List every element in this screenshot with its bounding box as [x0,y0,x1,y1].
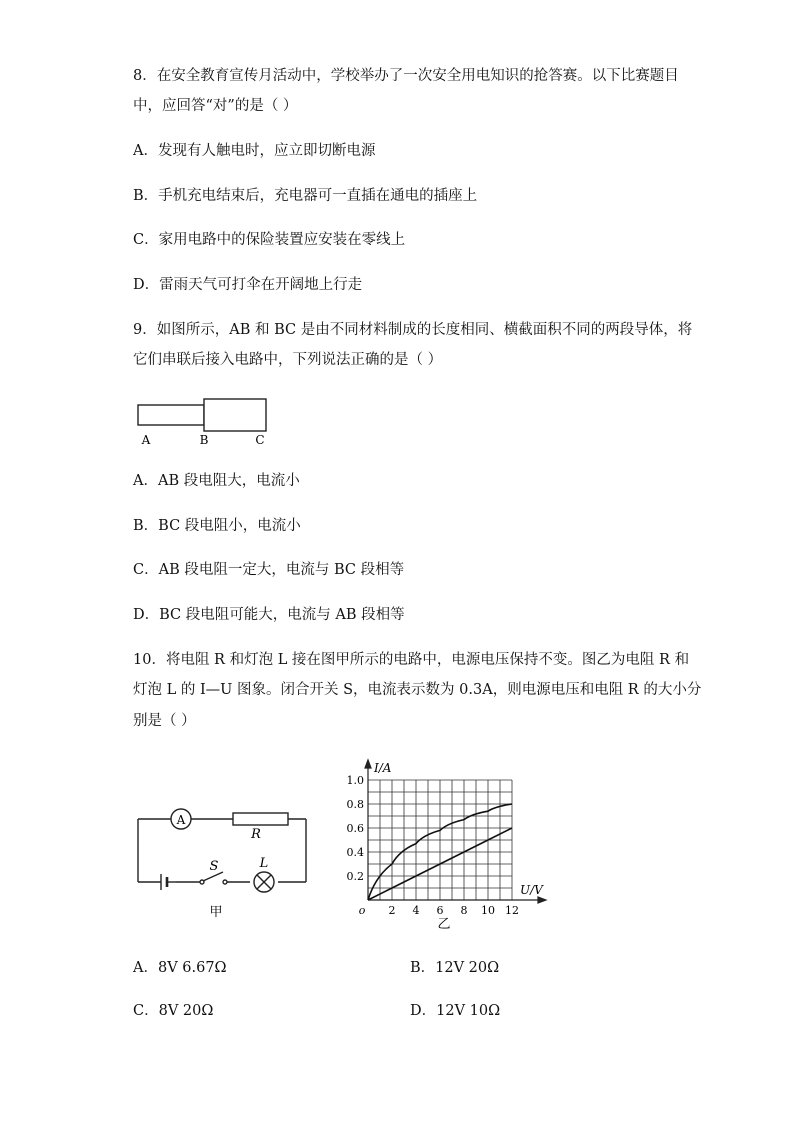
x-tick-label: 6 [436,904,444,917]
circuit-diagram [130,800,320,925]
q8-option-c: C．家用电路中的保险装置应安装在零线上 [133,232,406,248]
lamp-icon [254,872,274,892]
x-tick-label: 10 [481,904,495,917]
q9-option-b: B．BC 段电阻小，电流小 [133,518,301,534]
q9-stem-line1: 9．如图所示，AB 和 BC 是由不同材料制成的长度相同、横截面积不同的两段导体，将 [133,322,693,338]
q9-option-a: A．AB 段电阻大，电流小 [133,473,300,489]
x-axis-label: U/V [520,883,543,897]
label-a: A [141,433,151,447]
q10-stem-line3: 别是（ ） [133,713,196,729]
conductor-bc [204,399,266,431]
q9-option-c: C．AB 段电阻一定大，电流与 BC 段相等 [133,562,405,578]
q10-stem-line2: 灯泡 L 的 I—U 图象。闭合开关 S，电流表示数为 0.3A，则电源电压和电阻 R 的大小分 [133,682,702,698]
q8-stem-line1: 8．在安全教育宣传月活动中，学校举办了一次安全用电知识的抢答赛。以下比赛题目 [133,68,679,84]
resistor-label: R [251,827,261,842]
q8-option-d: D．雷雨天气可打伞在开阔地上行走 [133,277,363,293]
q10-option-a: A．8V 6.67Ω [133,960,227,976]
q10-stem-line1: 10．将电阻 R 和灯泡 L 接在图甲所示的电路中，电源电压保持不变。图乙为电阻 R 和 [133,652,690,668]
resistor-icon [233,813,288,825]
y-tick-label: 0.4 [346,846,364,859]
q9-option-d: D．BC 段电阻可能大，电流与 AB 段相等 [133,607,405,623]
y-tick-label: 0.6 [346,822,364,835]
y-tick-label: 1.0 [346,774,364,787]
x-tick-label: 2 [388,904,396,917]
chart-caption: 乙 [437,917,451,930]
q8-option-a: A．发现有人触电时，应立即切断电源 [133,143,376,159]
iu-graph [330,755,560,930]
y-tick-label: 0.2 [346,870,364,883]
label-c: C [255,433,265,447]
lamp-label: L [259,856,269,871]
battery-icon [161,874,176,890]
y-axis-label: I/A [374,761,392,775]
y-axis-arrow [365,760,371,768]
conductor-figure [130,392,280,452]
conductor-ab [138,405,204,425]
q8-option-b: B．手机充电结束后，充电器可一直插在通电的插座上 [133,188,478,204]
q10-option-c: C．8V 20Ω [133,1003,214,1019]
label-b: B [199,433,209,447]
q8-stem-line2: 中，应回答“对”的是（ ） [133,98,298,114]
circuit-caption: 甲 [209,905,223,920]
q10-option-d: D．12V 10Ω [410,1003,501,1019]
x-tick-label: 12 [505,904,519,917]
origin-label: o [358,904,366,917]
q10-option-b: B．12V 20Ω [410,960,500,976]
switch-label: S [209,859,219,874]
ammeter-label: A [176,813,186,827]
x-tick-label: 4 [412,904,420,917]
q9-stem-line2: 它们串联后接入电路中，下列说法正确的是（ ） [133,352,443,368]
x-axis-arrow [538,897,546,903]
y-tick-label: 0.8 [346,798,364,811]
x-tick-label: 8 [460,904,468,917]
